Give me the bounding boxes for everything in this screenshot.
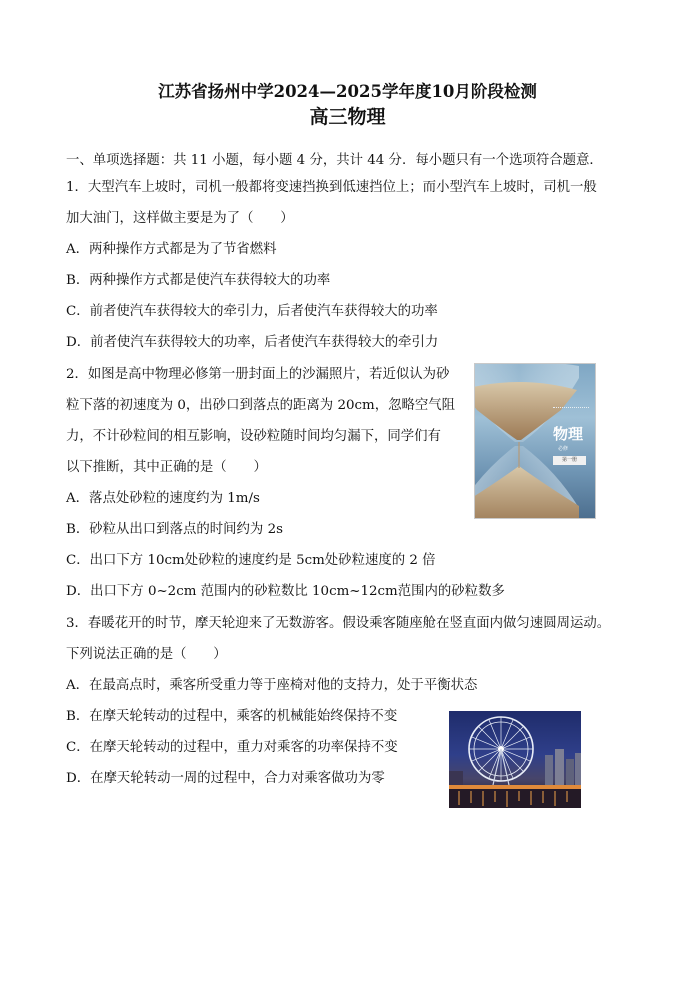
q3-option-b: B．在摩天轮转动的过程中，乘客的机械能始终保持不变 — [66, 709, 398, 724]
q2-option-d: D．出口下方 0~2cm 范围内的砂粒数比 10cm~12cm范围内的砂粒数多 — [66, 584, 505, 599]
q1-option-d: D．前者使汽车获得较大的功率，后者使汽车获得较大的牵引力 — [66, 335, 439, 350]
q3-stem-line2: 下列说法正确的是（ ） — [66, 647, 227, 662]
q1-stem-line2: 加大油门，这样做主要是为了（ ） — [66, 211, 294, 226]
q2-stem-line4: 以下推断，其中正确的是（ ） — [66, 460, 267, 475]
q2-option-c: C．出口下方 10cm处砂粒的速度约是 5cm处砂粒速度的 2 倍 — [66, 553, 436, 568]
ferris-wheel-photo — [449, 711, 581, 808]
cover-title: 物理 — [553, 425, 584, 443]
q3-stem-line1: 3．春暖花开的时节，摩天轮迎来了无数游客。假设乘客随座舱在竖直面内做匀速圆周运动。 — [66, 616, 611, 631]
q3-option-d: D．在摩天轮转动一周的过程中，合力对乘客做功为零 — [66, 771, 385, 786]
q2-option-a: A．落点处砂粒的速度约为 1m/s — [66, 491, 260, 506]
exam-subject: 高三物理 — [309, 106, 386, 128]
q1-option-a: A．两种操作方式都是为了节省燃料 — [66, 242, 277, 257]
physics-textbook-cover-image — [474, 363, 596, 519]
q2-stem-line2: 粒下落的初速度为 0，出砂口到落点的距离为 20cm，忽略空气阻 — [66, 398, 456, 413]
q1-option-b: B．两种操作方式都是使汽车获得较大的功率 — [66, 273, 331, 288]
q2-option-b: B．砂粒从出口到落点的时间约为 2s — [66, 522, 283, 537]
cover-decoration — [553, 407, 589, 410]
q2-stem-line3: 力，不计砂粒间的相互影响，设砂粒随时间均匀漏下，同学们有 — [66, 429, 441, 444]
cover-subtitle: 必修 — [558, 446, 569, 452]
q1-stem-line1: 1．大型汽车上坡时，司机一般都将变速挡换到低速挡位上；而小型汽车上坡时，司机一般 — [66, 180, 597, 195]
cover-volume-tag: 第一册 — [553, 456, 586, 465]
q3-option-a: A．在最高点时，乘客所受重力等于座椅对他的支持力，处于平衡状态 — [66, 678, 478, 693]
q2-stem-line1: 2．如图是高中物理必修第一册封面上的沙漏照片，若近似认为砂 — [66, 367, 450, 382]
exam-title: 江苏省扬州中学2024—2025学年度10月阶段检测 — [158, 82, 537, 101]
q3-option-c: C．在摩天轮转动的过程中，重力对乘客的功率保持不变 — [66, 740, 398, 755]
ferris-wheel-icon — [449, 711, 581, 808]
section-header: 一、单项选择题：共 11 小题，每小题 4 分，共计 44 分．每小题只有一个选项符合题意． — [66, 153, 603, 168]
q1-option-c: C．前者使汽车获得较大的牵引力，后者使汽车获得较大的功率 — [66, 304, 438, 319]
